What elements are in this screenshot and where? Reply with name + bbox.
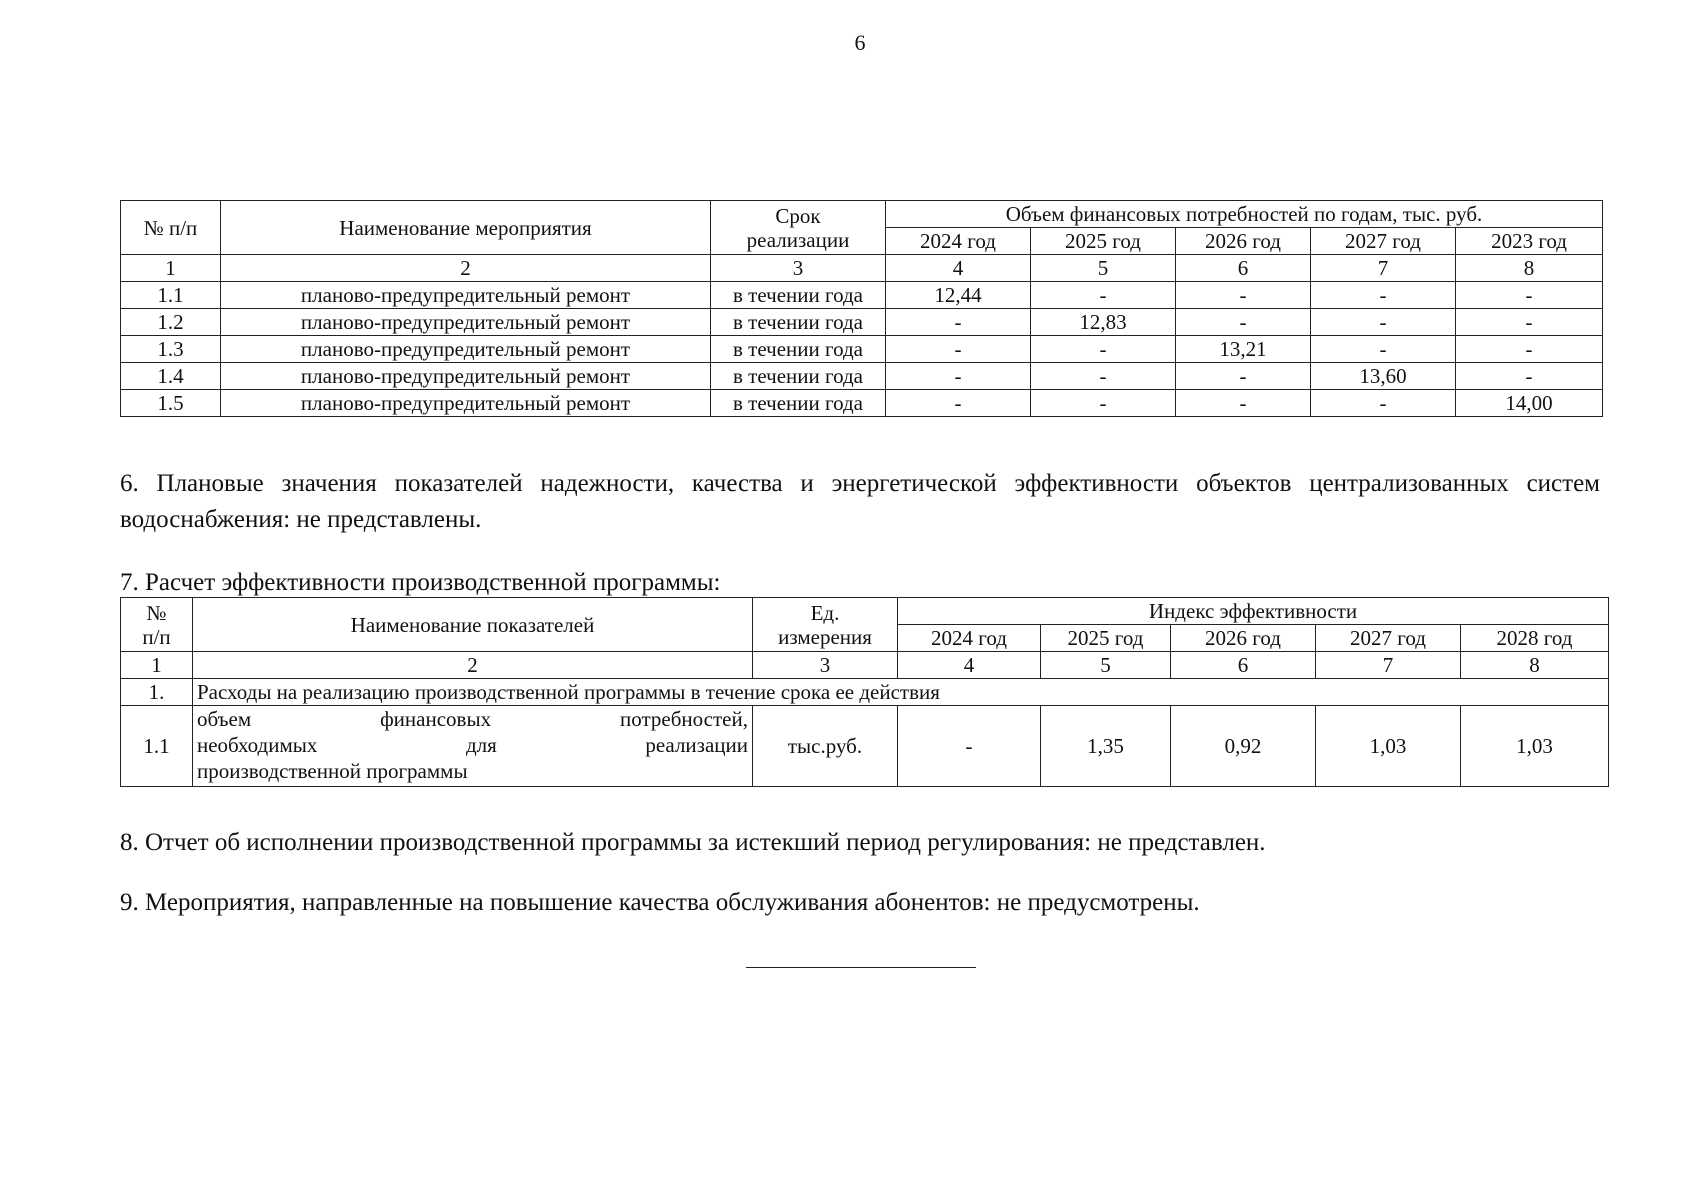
column-number: 8 (1461, 652, 1609, 679)
row-name-word: потребностей, (620, 707, 748, 731)
group-text: Расходы на реализацию производственной программы в течение срока ее действия (193, 679, 1609, 706)
column-number: 3 (753, 652, 898, 679)
row-name-word: реализации (645, 733, 748, 757)
column-number: 5 (1041, 652, 1171, 679)
column-number: 3 (711, 255, 886, 282)
row-name-line2 (197, 733, 748, 759)
row-value: - (1176, 363, 1311, 390)
row-value: 14,00 (1456, 390, 1603, 417)
table-row (121, 309, 1603, 336)
row-value: - (1311, 282, 1456, 309)
efficiency-table (120, 597, 1609, 787)
row-unit: тыс.руб. (753, 706, 898, 787)
row-value: - (1176, 309, 1311, 336)
header-year: 2028 год (1461, 625, 1609, 652)
column-number-row (121, 652, 1609, 679)
table-group-row (121, 679, 1609, 706)
header-year: 2024 год (886, 228, 1031, 255)
closing-divider-line (746, 967, 976, 968)
row-name: планово-предупредительный ремонт (221, 363, 711, 390)
row-value: 1,35 (1041, 706, 1171, 787)
column-number: 1 (121, 255, 221, 282)
row-value: - (1031, 363, 1176, 390)
header-num (121, 598, 193, 652)
table-row (121, 336, 1603, 363)
header-num-line1: № (146, 600, 167, 625)
page-number: 6 (854, 30, 866, 55)
row-num: 1.1 (121, 706, 193, 787)
row-value: 0,92 (1171, 706, 1316, 787)
column-number-row (121, 255, 1603, 282)
row-value: 12,83 (1031, 309, 1176, 336)
row-term: в течении года (711, 336, 886, 363)
row-name (193, 706, 753, 787)
header-term (711, 201, 886, 255)
row-value: - (1311, 336, 1456, 363)
column-number: 7 (1311, 255, 1456, 282)
row-value: - (1311, 309, 1456, 336)
row-value: - (1311, 390, 1456, 417)
row-name-line3: производственной программы (197, 759, 468, 783)
row-name: планово-предупредительный ремонт (221, 336, 711, 363)
row-name-line1 (197, 707, 748, 733)
column-number: 5 (1031, 255, 1176, 282)
header-name: Наименование мероприятия (221, 201, 711, 255)
row-value: - (1456, 282, 1603, 309)
row-name: планово-предупредительный ремонт (221, 282, 711, 309)
header-year: 2025 год (1031, 228, 1176, 255)
group-num: 1. (121, 679, 193, 706)
row-num: 1.3 (121, 336, 221, 363)
row-name: планово-предупредительный ремонт (221, 309, 711, 336)
column-number: 8 (1456, 255, 1603, 282)
row-value: - (898, 706, 1041, 787)
column-number: 7 (1316, 652, 1461, 679)
row-num: 1.5 (121, 390, 221, 417)
row-value: - (1456, 336, 1603, 363)
row-name-word: финансовых (380, 707, 492, 731)
row-value: - (886, 309, 1031, 336)
row-term: в течении года (711, 309, 886, 336)
table-header-row (121, 201, 1603, 228)
column-number: 2 (193, 652, 753, 679)
row-value: - (1176, 282, 1311, 309)
column-number: 4 (886, 255, 1031, 282)
row-term: в течении года (711, 282, 886, 309)
column-number: 6 (1171, 652, 1316, 679)
row-value: 1,03 (1461, 706, 1609, 787)
row-value: - (1456, 363, 1603, 390)
header-num: № п/п (121, 201, 221, 255)
row-value: 13,60 (1311, 363, 1456, 390)
row-value: - (1031, 336, 1176, 363)
header-name: Наименование показателей (193, 598, 753, 652)
row-name-word: для (465, 733, 497, 757)
header-term-line1: Срок (775, 203, 821, 228)
row-num: 1.1 (121, 282, 221, 309)
row-name-word: объем (197, 707, 252, 731)
row-term: в течении года (711, 363, 886, 390)
section-9-paragraph: 9. Мероприятия, направленные на повышение качества обслуживания абонентов: не предусмотрены. (120, 889, 1200, 916)
row-value: 1,03 (1316, 706, 1461, 787)
section-8-paragraph: 8. Отчет об исполнении производственной программы за истекший период регулирования: не представлен. (120, 829, 1266, 856)
row-value: 12,44 (886, 282, 1031, 309)
row-value: - (1031, 390, 1176, 417)
header-volume: Объем финансовых потребностей по годам, тыс. руб. (886, 201, 1603, 228)
table-row (121, 706, 1609, 787)
header-year: 2027 год (1316, 625, 1461, 652)
row-term: в течении года (711, 390, 886, 417)
row-value: - (886, 336, 1031, 363)
header-unit (753, 598, 898, 652)
row-value: 13,21 (1176, 336, 1311, 363)
financial-needs-table (120, 200, 1603, 417)
row-value: - (886, 390, 1031, 417)
row-value: - (1176, 390, 1311, 417)
table-row (121, 282, 1603, 309)
header-year: 2027 год (1311, 228, 1456, 255)
row-num: 1.2 (121, 309, 221, 336)
column-number: 6 (1176, 255, 1311, 282)
header-unit-line2: измерения (778, 624, 872, 649)
table-row (121, 390, 1603, 417)
table-row (121, 363, 1603, 390)
row-name: планово-предупредительный ремонт (221, 390, 711, 417)
table-header-row (121, 598, 1609, 625)
section-7-title: 7. Расчет эффективности производственной программы: (120, 569, 721, 596)
header-unit-line1: Ед. (810, 600, 840, 625)
column-number: 1 (121, 652, 193, 679)
section-6-paragraph: 6. Плановые значения показателей надежности, качества и энергетической эффективности объектов централизованных систем водоснабжения: не представлены. (120, 470, 1600, 533)
row-value: - (1456, 309, 1603, 336)
header-term-line2: реализации (746, 227, 850, 252)
header-year: 2025 год (1041, 625, 1171, 652)
header-num-line2: п/п (142, 624, 171, 649)
column-number: 2 (221, 255, 711, 282)
header-year: 2024 год (898, 625, 1041, 652)
header-year: 2026 год (1171, 625, 1316, 652)
row-num: 1.4 (121, 363, 221, 390)
row-value: - (1031, 282, 1176, 309)
row-name-word: необходимых (197, 733, 318, 757)
row-value: - (886, 363, 1031, 390)
header-year: 2026 год (1176, 228, 1311, 255)
header-index: Индекс эффективности (898, 598, 1609, 625)
column-number: 4 (898, 652, 1041, 679)
header-year: 2023 год (1456, 228, 1603, 255)
